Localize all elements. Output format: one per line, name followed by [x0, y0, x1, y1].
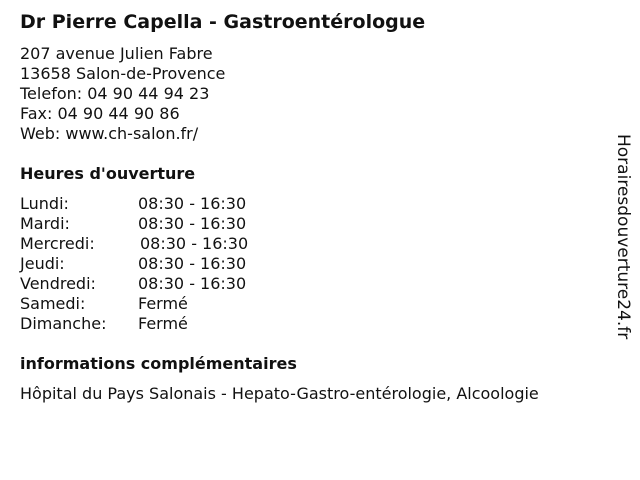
fax-number: Fax: 04 90 44 90 86 — [20, 104, 180, 123]
brand-watermark: Horairesdouverture24.fr — [613, 134, 633, 340]
hours-value: Fermé — [138, 294, 188, 313]
website-text: Web: www.ch-salon.fr/ — [20, 124, 199, 143]
additional-info-text: Hôpital du Pays Salonais - Hepato-Gastro-entérologie, Alcoologie — [20, 384, 539, 403]
hours-day-label: Lundi: — [20, 194, 69, 213]
hours-value: 08:30 - 16:30 — [140, 234, 249, 253]
hours-day-label: Dimanche: — [20, 314, 107, 333]
hours-day-label: Mardi: — [20, 214, 70, 233]
hours-row-tuesday — [20, 214, 248, 234]
opening-hours-heading: Heures d'ouverture — [20, 164, 196, 183]
hours-value: 08:30 - 16:30 — [138, 214, 247, 233]
hours-row-monday — [20, 194, 248, 214]
hours-value: Fermé — [138, 314, 188, 333]
hours-value: 08:30 - 16:30 — [138, 274, 247, 293]
phone-number: Telefon: 04 90 44 94 23 — [20, 84, 210, 103]
hours-row-thursday — [20, 254, 248, 274]
hours-row-friday — [20, 274, 248, 294]
hours-row-saturday — [20, 294, 248, 314]
address-block — [20, 44, 225, 144]
hours-day-label: Jeudi: — [20, 254, 65, 273]
hours-day-label: Vendredi: — [20, 274, 96, 293]
hours-row-wednesday — [20, 234, 248, 254]
additional-info-heading: informations complémentaires — [20, 354, 297, 373]
page-title: Dr Pierre Capella - Gastroentérologue — [20, 11, 426, 33]
hours-value: 08:30 - 16:30 — [138, 254, 247, 273]
hours-day-label: Samedi: — [20, 294, 86, 313]
address-city: 13658 Salon-de-Provence — [20, 64, 226, 83]
hours-day-label: Mercredi: — [20, 234, 95, 253]
hours-row-sunday — [20, 314, 248, 334]
address-street: 207 avenue Julien Fabre — [20, 44, 213, 63]
hours-value: 08:30 - 16:30 — [138, 194, 247, 213]
opening-hours-table — [20, 194, 248, 334]
